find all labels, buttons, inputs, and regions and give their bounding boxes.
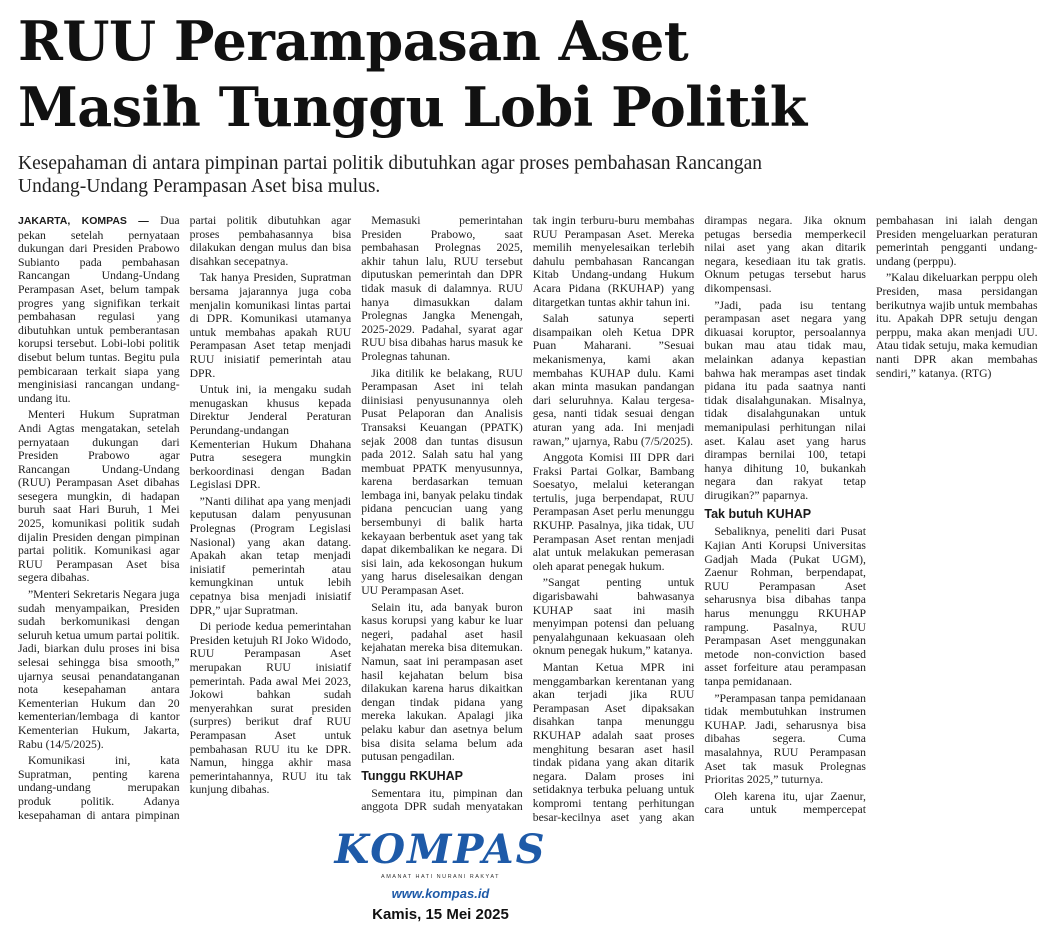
article-paragraph: Komunikasi ini, kata Supratman, penting karena undang-undang merupakan produk politik. Adanya kesepahaman di antara pimpinan partai politik dibutuhkan agar proses pembahasannya bisa dilakukan dengan mulus dan bisa disahkan secepatnya. [18, 214, 352, 822]
article-paragraph: Jika ditilik ke belakang, RUU Perampasan Aset ini telah diinisiasi penyusunannya oleh Pusat Pelaporan dan Analisis Transaksi Keuangan (PPATK) sejak 2008 dan tuntas disusun pada 2012. Salah satu hal yang membuat PPATK menyusunnya, karena berdasarkan temuan lembaga ini, banyak pelaku tindak pidana pencucian uang yang bersembunyi di balik harta kekayaan berbentuk aset yang tak dapat dikembalikan ke negara. Di sisi lain, ada kekosongan hukum yang harus diselesaikan dengan UU Perampasan Aset. [361, 366, 523, 598]
article-paragraph: Selain itu, ada banyak buron kasus korupsi yang kabur ke luar negeri, padahal aset hasil kejahatan mereka bisa ditemukan. Namun, saat ini perampasan aset hasil kejahatan belum bisa dilakukan karena harus dikaitkan dengan tindak pidana yang mereka lakukan. Apalagi jika pelaku kabur dan asetnya belum bisa disita selama belum ada putusan pengadilan. [361, 600, 523, 764]
headline [18, 8, 868, 140]
article-paragraph: Salah satunya seperti disampaikan oleh Ketua DPR Puan Maharani. ”Sesuai mekanismenya, kami akan membahas KUHAP dulu. Kami akan minta masukan pandangan dari seluruhnya. Kalau tergesa-gesa, nanti tidak sesuai dengan aturan yang ada. Ini menjadi rawan,” ujarnya, Rabu (7/5/2025). [532, 312, 695, 448]
website-url[interactable]: www.kompas.id [391, 886, 490, 901]
article-paragraph: ”Kalau dikeluarkan perppu oleh Presiden, masa persidangan berikutnya wajib untuk membahas itu. Apakah DPR setuju dengan perppu, maka akan menjadi UU. Atau tidak setuju, maka kemudian nanti DPR akan membahas sendiri,” katanya. (RTG) [875, 271, 1038, 380]
article-paragraph: Menteri Hukum Supratman Andi Agtas mengatakan, setelah pernyataan dukungan dari Presiden Prabowo agar Rancangan Undang-Undang (RUU) Perampasan Aset dibahas sesegera mungkin, di hadapan buruh saat Hari Buruh, 1 Mei 2025, komunikasi politik sudah dijalin Presiden dengan pimpinan partai politik. Komunikasi agar RUU Perampasan Aset bisa segera dibahas. [18, 408, 180, 585]
article-paragraph: Mantan Ketua MPR ini menggambarkan kerentanan yang akan terjadi jika RUU Perampasan Aset dipaksakan disahkan tanpa menunggu RKUHAP adalah saat proses menghitung besaran aset hasil tindak pidana yang akan ditarik negara. Dalam proses ini setidaknya terbuka peluang untuk kompromi tentang perhitungan besar-kecilnya aset yang akan dirampas negara. Jika oknum petugas bersedia memperkecil nilai aset yang akan ditarik negara, kesediaan itu tak gratis. Oknum petugas tersebut harus dikompensasi. [532, 214, 866, 824]
subheadline: Kesepahaman di antara pimpinan partai politik dibutuhkan agar proses pembahasan Rancangan Undang-Undang Perampasan Aset bisa mulus. [18, 153, 762, 197]
headline-line-1: RUU Perampasan Aset [18, 9, 689, 73]
dateline: JAKARTA, KOMPAS — [18, 215, 149, 227]
kompas-logo: KOMPAS [334, 826, 547, 873]
article-paragraph: ”Nanti dilihat apa yang menjadi keputusan dalam penyusunan Prolegnas (Program Legislasi Nasional) yang akan datang. Apakah akan tetap menjadi inisiatif pemerintah atau kemungkinan untuk lebih cepatnya bisa menjadi inisiatif DPR,” ujar Supratman. [189, 494, 352, 617]
lead-paragraph [18, 214, 180, 405]
logo-tagline: AMANAT HATI NURANI RAKYAT [381, 874, 500, 880]
article-body [18, 214, 1038, 826]
subheading-tunggu-rkuhap: Tunggu RKUHAP [361, 768, 464, 783]
article-paragraph: ”Menteri Sekretaris Negara juga sudah menyampaikan, Presiden sudah berkomunikasi dengan seluruh ketua umum partai politik. Jadi, biarkan dulu proses ini bisa selesai sehingga bisa smooth,” ujarnya seusai penandatanganan nota kesepahaman antara Kementerian Hukum dan 20 kementerian/lembaga di kantor Kementerian Hukum, Jakarta, Rabu (14/5/2025). [18, 588, 180, 751]
article-paragraph: Di periode kedua pemerintahan Presiden ketujuh RI Joko Widodo, RUU Perampasan Aset merupakan RUU inisiatif pemerintah. Pada awal Mei 2023, Jokowi bahkan sudah menyerahkan surat presiden (surpres) berikut draf RUU Perampasan Aset untuk pembahasan RUU itu ke DPR. Namun, hingga akhir masa pemerintahannya, RUU itu tak kunjung dibahas. [189, 620, 352, 797]
headline-line-2: Masih Tunggu Lobi Politik [18, 75, 807, 139]
subheading-tak-butuh-kuhap: Tak butuh KUHAP [704, 507, 812, 522]
lead-text: Dua pekan setelah pernyataan dukungan dari Presiden Prabowo Subianto pada pembahasan Rancangan Undang-Undang Perampasan Aset, belum tampak progres yang signifikan terkait pembahasan regulasi yang dibutuhkan untuk pemberantasan korupsi tersebut. Lobi-lobi politik disebut belum tuntas. Begitu pula pembicaraan terkait siapa yang menginisiasi rancangan undang-undang itu. [18, 214, 180, 405]
article-paragraph: Tak hanya Presiden, Supratman bersama jajarannya juga coba menjalin komunikasi lintas partai di DPR. Komunikasi utamanya untuk membahas apakah RUU Perampasan Aset tetap menjadi RUU inisiatif pemerintah atau DPR. [189, 271, 352, 380]
article-paragraph: Oleh karena itu, ujar Zaenur, cara untuk mempercepat pembahasan ini ialah dengan Presiden mengeluarkan peraturan pemerintah pengganti undang-undang (perppu). [704, 214, 1038, 817]
article-paragraph: ”Sangat penting untuk digarisbawahi bahwasanya KUHAP saat ini masih menyimpan potensi dan peluang penyalahgunaan kekuasaan oleh oknum penegak hukum,” katanya. [532, 576, 695, 658]
article-paragraph: Sebaliknya, peneliti dari Pusat Kajian Anti Korupsi Universitas Gadjah Mada (Pukat UGM), Zaenur Rohman, berpendapat, RUU Perampasan Aset seharusnya bisa dibahas tanpa harus menunggu RKUHAP rampung. Pasalnya, RUU Perampasan Aset menggunakan metode non-conviction based asset forfeiture atau perampasan tanpa pemidanaan. [704, 525, 866, 688]
article-paragraph: Untuk ini, ia mengaku sudah menugaskan khusus kepada Direktur Jenderal Peraturan Perundang-undangan Kementerian Hukum Dhahana Putra sesegera mungkin berkoordinasi dengan Badan Legislasi DPR. [189, 383, 352, 492]
article-paragraph: ”Perampasan tanpa pemidanaan tidak membutuhkan instrumen KUHAP. Jadi, seharusnya bisa dibahas segera. Cuma masalahnya, RUU Perampasan Aset tak masuk Prolegnas Prioritas 2025,” tuturnya. [704, 691, 866, 787]
article-paragraph: Memasuki pemerintahan Presiden Prabowo, saat pembahasan Prolegnas 2025, akhir tahun lalu, RUU tersebut diputuskan pemerintah dan DPR tidak masuk di dalamnya. RUU hanya dimasukkan dalam Prolegnas Jangka Menengah, 2025-2029. Padahal, syarat agar RUU bisa dibahas harus masuk ke Prolegnas tahunan. [361, 214, 523, 363]
article-paragraph: Sementara itu, pimpinan dan anggota DPR sudah menyatakan tak ingin terburu-buru membahas RUU Perampasan Aset. Mereka memilih menyelesaikan terlebih dahulu pembahasan Rancangan Kitab Undang-undang Hukum Acara Pidana (RKUHAP) yang ditargetkan tuntas akhir tahun ini. [361, 214, 695, 814]
publication-date: Kamis, 15 Mei 2025 [372, 906, 509, 923]
article-paragraph: ”Jadi, pada isu tentang perampasan aset negara yang dikuasai koruptor, persoalannya bukan mau atau tidak mau, melainkan adanya kepastian bahwa hak merampas aset tindak pidana itu pada saatnya nanti tidak disalahgunakan. Misalnya, tidak disalahgunakan untuk memanipulasi perhitungan nilai aset. Kalau aset yang harus dirampas bernilai 100, tetapi hanya dihitung 10, bukankah negara dan rakyat tetap dirugikan?” paparnya. [704, 298, 866, 502]
article-paragraph: Anggota Komisi III DPR dari Fraksi Partai Golkar, Bambang Soesatyo, melalui keterangan tertulis, juga berpendapat, RUU Perampasan Aset perlu menunggu RKUHP. Pasalnya, jika tidak, UU Perampasan Aset rentan menjadi alat untuk melakukan pemerasan oleh aparat penegak hukum. [532, 451, 695, 573]
